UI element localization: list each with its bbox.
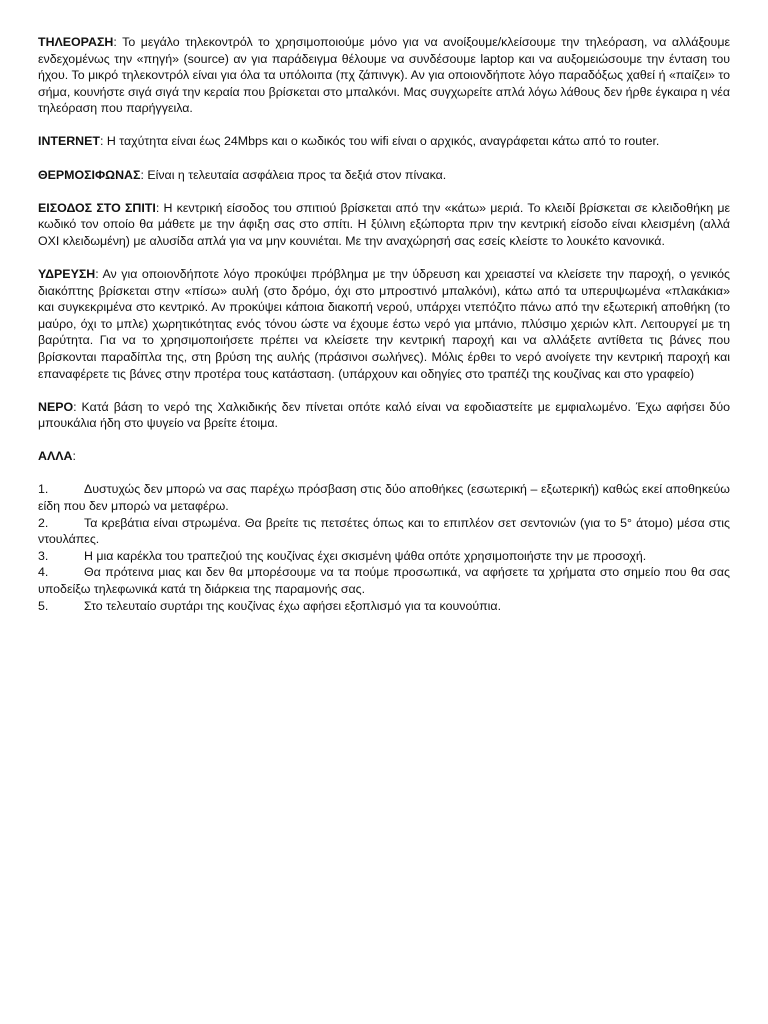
section-heading: ΕΙΣΟΔΟΣ ΣΤΟ ΣΠΙΤΙ: [38, 200, 156, 215]
other-notes-list: [38, 481, 730, 614]
list-item: [38, 515, 730, 548]
list-item-text: Στο τελευταίο συρτάρι της κουζίνας έχω αφήσει εξοπλισμό για τα κουνούπια.: [84, 598, 502, 613]
section-entrance: [38, 200, 730, 250]
section-heading: ΑΛΛΑ: [38, 449, 73, 464]
section-drinking-water: [38, 399, 730, 432]
section-heading: INTERNET: [38, 134, 100, 149]
list-item: [38, 548, 730, 565]
section-heading: ΝΕΡΟ: [38, 399, 74, 414]
section-other: [38, 448, 730, 465]
list-item-text: Θα πρότεινα μιας και δεν θα μπορέσουμε να τα πούμε προσωπικά, να αφήσετε τα χρήματα στο σημείο που θα σας υποδείξω τηλεφωνικά κατά τη διάρκεια της παραμονής σας.: [38, 565, 730, 596]
section-text: : Η κεντρική είσοδος του σπιτιού βρίσκεται από την «κάτω» μεριά. Το κλειδί βρίσκεται σε κλειδοθήκη με κωδικό τον οποίο θα μάθετε με την άφιξη σας στο σπίτι. Η ξύλινη εξώπορτα πριν την κεντρική είσοδο είναι κλεισμένη (αλλά ΟΧΙ κλειδωμένη) με αλυσίδα απλά για να μην κουνιέται. Με την αναχώρησή σας εσείς κλείστε το λουκέτο κανονικά.: [38, 200, 731, 248]
section-water-heater: [38, 167, 730, 184]
section-internet: [38, 133, 730, 150]
section-text: : Είναι η τελευταία ασφάλεια προς τα δεξιά στον πίνακα.: [140, 167, 447, 182]
section-water-supply: [38, 266, 730, 382]
list-item: [38, 564, 730, 597]
section-text: :: [72, 449, 76, 464]
list-item-number: 2.: [38, 515, 49, 530]
list-item-number: 5.: [38, 598, 49, 613]
section-text: : Το μεγάλο τηλεκοντρόλ το χρησιμοποιούμε μόνο για να ανοίξουμε/κλείσουμε την τηλεόραση, να αλλάξουμε ενδεχομένως την «πηγή» (source) αν για παράδειγμα θέλουμε να συνδέσουμε laptop και να αυξομειώσουμε την ένταση του ήχου. Το μικρό τηλεκοντρόλ είναι για όλα τα υπόλοιπα (πχ ζάπινγκ). Αν για οποιονδήποτε λόγο παραδόξως χαθεί ή «παίζει» το σήμα, κουνήστε σιγά σιγά την κεραία που βρίσκεται στο μπαλκόνι. Μας συγχωρείτε απλά λόγω λάθους δεν ήρθε έγκαιρα η νέα τηλεόραση που παρήγγειλα.: [38, 35, 730, 116]
list-item-text: Τα κρεβάτια είναι στρωμένα. Θα βρείτε τις πετσέτες όπως και το επιπλέον σετ σεντονιών (για το 5° άτομο) μέσα στις ντουλάπες.: [38, 515, 730, 547]
list-item: [38, 481, 730, 514]
list-item: [38, 598, 730, 615]
section-tv: [38, 34, 730, 117]
list-item-text: Δυστυχώς δεν μπορώ να σας παρέχω πρόσβαση στις δύο αποθήκες (εσωτερική – εξωτερική) καθώς εκεί αποθηκεύω είδη που δεν μπορώ να μεταφέρω.: [38, 482, 730, 513]
section-text: : Κατά βάση το νερό της Χαλκιδικής δεν πίνεται οπότε καλό είναι να εφοδιαστείτε με εμφιαλωμένο. Έχω αφήσει δύο μπουκάλια ήδη στο ψυγείο να βρείτε έτοιμα.: [38, 399, 730, 431]
list-item-number: 1.: [38, 482, 49, 497]
list-item-number: 4.: [38, 565, 49, 580]
section-text: : Η ταχύτητα είναι έως 24Mbps και ο κωδικός του wifi είναι ο αρχικός, αναγράφεται κάτω από το router.: [99, 134, 660, 149]
list-item-text: Η μια καρέκλα του τραπεζιού της κουζίνας έχει σκισμένη ψάθα οπότε χρησιμοποιήστε την με προσοχή.: [84, 548, 647, 563]
section-text: : Αν για οποιονδήποτε λόγο προκύψει πρόβλημα με την ύδρευση και χρειαστεί να κλείσετε την παροχή, ο γενικός διακόπτης βρίσκεται στην «πίσω» αυλή (στο δρόμο, όχι στο μπροστινό μπαλκόνι), κάτω από τα υπερυψωμένα «πλακάκια» και συγκεκριμένα στο κεντρικό. Αν προκύψει κάποια διακοπή νερού, υπάρχει ντεπόζιτο πάνω από την εξωτερική αποθήκη (το μαύρο, όχι το μπλε) χωρητικότητας ενός τόνου ώστε να έχουμε έστω νερό για μπάνιο, πλύσιμο χεριών κλπ. Λειτουργεί με τη βαρύτητα. Για να το χρησιμοποιήσετε πρέπει να κλείσετε την κεντρική παροχή και να αλλάξετε αντίθετα τις βάνες που βρίσκονται παραδίπλα της, στη βρύση της αυλής (πράσινοι σωλήνες). Μόλις έρθει το νερό ανοίγετε την κεντρική παροχή και επαναφέρετε τις βάνες στην προτέρα τους κατάσταση. (υπάρχουν και οδηγίες στο τραπέζι της κουζίνας και στο γραφείο): [38, 266, 730, 381]
list-item-number: 3.: [38, 548, 49, 563]
section-heading: ΥΔΡΕΥΣΗ: [38, 266, 96, 281]
section-heading: ΘΕΡΜΟΣΙΦΩΝΑΣ: [38, 167, 141, 182]
section-heading: ΤΗΛΕΟΡΑΣΗ: [38, 35, 114, 49]
